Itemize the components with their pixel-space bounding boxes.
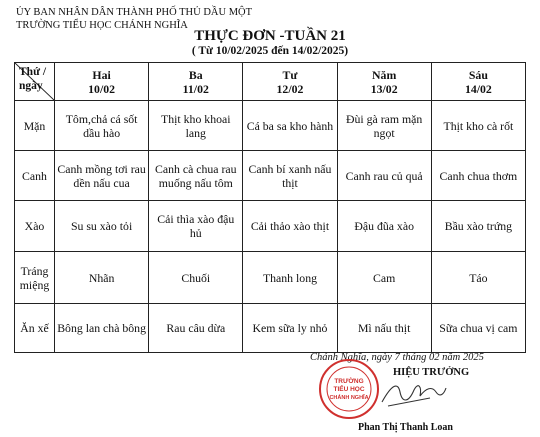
menu-cell: Cải thìa xào đậu hủ xyxy=(149,201,243,252)
menu-cell: Cá ba sa kho hành xyxy=(243,101,337,151)
menu-cell: Cải thảo xào thịt xyxy=(243,201,337,252)
signer-role: HIỆU TRƯỞNG xyxy=(393,367,470,378)
table-row xyxy=(15,304,526,353)
row-label: Ăn xế xyxy=(15,304,55,353)
row-label: Canh xyxy=(15,151,55,201)
menu-cell: Canh cà chua rau muống nấu tôm xyxy=(149,151,243,201)
svg-text:CHÁNH NGHĨA: CHÁNH NGHĨA xyxy=(329,395,369,401)
school-seal-stamp xyxy=(318,358,380,420)
row-label: Mặn xyxy=(15,101,55,151)
menu-cell: Thịt kho cà rốt xyxy=(431,101,525,151)
school-name: TRƯỜNG TIỂU HỌC CHÁNH NGHĨA xyxy=(16,20,188,31)
table-row xyxy=(15,252,526,304)
day-date: 13/02 xyxy=(370,81,398,96)
day-name: Sáu xyxy=(468,67,488,82)
day-header xyxy=(243,63,337,101)
day-name: Năm xyxy=(372,67,397,82)
menu-cell: Su su xào tỏi xyxy=(55,201,149,252)
menu-cell: Canh rau củ quả xyxy=(337,151,431,201)
day-name: Ba xyxy=(188,67,203,82)
menu-cell: Tôm,chả cá sốt dầu hào xyxy=(55,101,149,151)
menu-cell: Đùi gà ram mặn ngọt xyxy=(337,101,431,151)
menu-cell: Kem sữa ly nhỏ xyxy=(243,304,337,353)
agency-name: ỦY BAN NHÂN DÂN THÀNH PHỐ THỦ DẦU MỘT xyxy=(16,7,253,18)
day-header xyxy=(431,63,525,101)
menu-cell: Bầu xào trứng xyxy=(431,201,525,252)
day-header xyxy=(149,63,243,101)
corner-label-top: Thứ / xyxy=(19,66,47,78)
corner-label-bottom: ngày xyxy=(19,80,43,92)
menu-cell: Sữa chua vị cam xyxy=(431,304,525,353)
row-label: Xào xyxy=(15,201,55,252)
day-header xyxy=(337,63,431,101)
table-row xyxy=(15,201,526,252)
menu-cell: Mì nấu thịt xyxy=(337,304,431,353)
table-row xyxy=(15,101,526,151)
menu-date-range: ( Từ 10/02/2025 đến 14/02/2025) xyxy=(191,45,349,57)
day-date: 14/02 xyxy=(464,81,492,96)
menu-cell: Cam xyxy=(337,252,431,304)
row-label: Tráng miệng xyxy=(15,252,55,304)
menu-cell: Đậu đũa xào xyxy=(337,201,431,252)
handwritten-signature xyxy=(378,378,448,412)
menu-cell: Thịt kho khoai lang xyxy=(149,101,243,151)
menu-cell: Táo xyxy=(431,252,525,304)
menu-cell: Canh mồng tơi rau dền nấu cua xyxy=(55,151,149,201)
menu-title: THỰC ĐƠN -TUẦN 21 xyxy=(194,28,346,44)
menu-cell: Chuối xyxy=(149,252,243,304)
menu-cell: Bông lan chà bông xyxy=(55,304,149,353)
signer-name: Phan Thị Thanh Loan xyxy=(358,422,453,433)
menu-cell: Thanh long xyxy=(243,252,337,304)
menu-cell: Nhãn xyxy=(55,252,149,304)
svg-text:TIỂU HỌC: TIỂU HỌC xyxy=(333,386,365,393)
signature-place-date: Chánh Nghĩa, ngày 7 tháng 02 năm 2025 xyxy=(310,352,484,363)
day-name: Hai xyxy=(92,67,111,82)
svg-text:TRƯỜNG: TRƯỜNG xyxy=(334,378,364,385)
menu-cell: Canh chua thơm xyxy=(431,151,525,201)
menu-cell: Rau câu dừa xyxy=(149,304,243,353)
table-row xyxy=(15,151,526,201)
day-header xyxy=(55,63,149,101)
day-date: 12/02 xyxy=(276,81,304,96)
menu-cell: Canh bí xanh nấu thịt xyxy=(243,151,337,201)
day-date: 10/02 xyxy=(88,81,116,96)
table-header-row xyxy=(15,63,526,101)
menu-table xyxy=(14,62,526,353)
day-name: Tư xyxy=(282,67,298,82)
corner-cell xyxy=(15,63,55,101)
day-date: 11/02 xyxy=(182,81,209,96)
